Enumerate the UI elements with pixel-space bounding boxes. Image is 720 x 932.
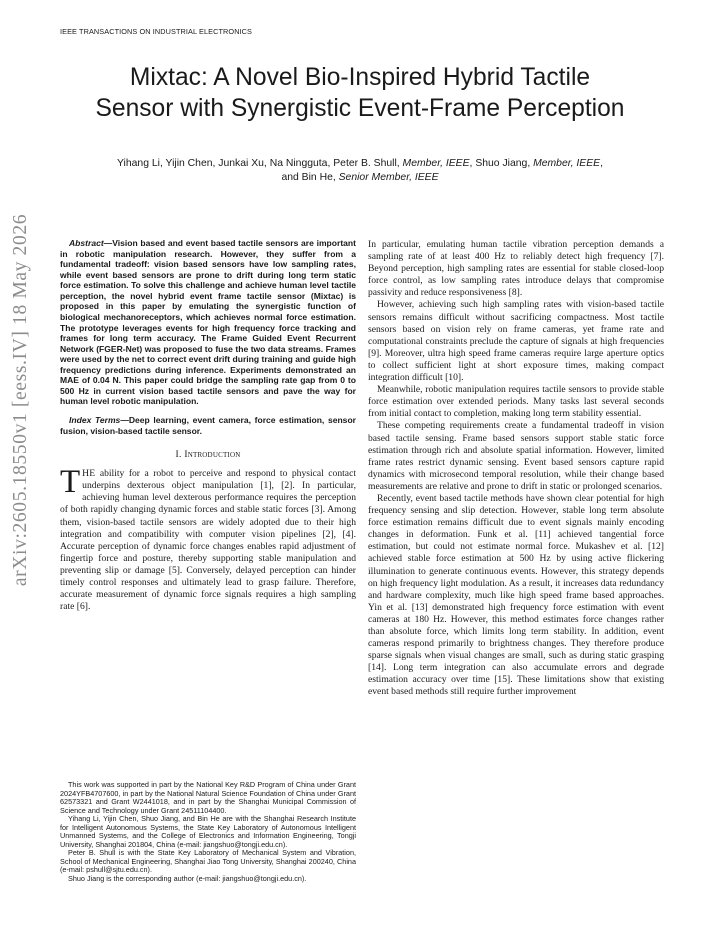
footnotes (60, 781, 356, 884)
drop-cap: T (60, 464, 81, 501)
section-title: Introduction (184, 450, 241, 461)
running-header: IEEE TRANSACTIONS ON INDUSTRIAL ELECTRONICS (60, 27, 253, 36)
author-line-2 (60, 171, 660, 185)
author-list (60, 157, 660, 184)
intro-paragraph-5: Recently, event based tactile methods have shown clear potential for high frequency sensing and slip detection. However, stable long term absolute force estimation remains difficult due to event signals mainly encoding changes in deformation. Funk et al. [11] achieved tangential force estimation, but could not estimate normal force. Mukashev et al. [12] achieved stable force estimation at 500 Hz by using active flickering illumination to generate continuous events. However, this strategy depends on high frequency light modulation. As a result, it increases data redundancy and hardware complexity, much like high speed frame based approaches. Yin et al. [13] demonstrated high frequency force estimation with event cameras at 180 Hz. However, this method estimates force changes rather than absolute force, which limits long term stability. In addition, event cameras respond primarily to brightness changes. They therefore produce sparse signals when visual changes are small, such as during static grasping [14]. Long term integration can also accumulate errors and degrade estimation accuracy over time [15]. These limitations show that existing event based methods still require further improvement (368, 492, 664, 698)
member-title-3: Senior Member, IEEE (338, 171, 439, 183)
author-line-1 (60, 157, 660, 171)
footnote-affiliation-1: Yihang Li, Yijin Chen, Shuo Jiang, and Bin He are with the Shanghai Research Institute for Intelligent Autonomous Systems, the State Key Laboratory of Autonomous Intelligent Unmanned Systems, and the College of Electronics and Information Engineering, Tongji University, Shanghai 201804, China (e-mail: jiangshuo@tongji.edu.cn). (60, 814, 356, 849)
member-title-2: Member, IEEE (533, 158, 601, 169)
author-names-1: Yihang Li, Yijin Chen, Junkai Xu, Na Ningguta, Peter B. Shull, (117, 158, 403, 169)
paper-title (40, 62, 680, 124)
author-names-3: and Bin He, (281, 171, 339, 183)
intro-paragraph-3: Meanwhile, robotic manipulation requires tactile sensors to provide stable force estimation over extended periods. Many tasks last several seconds from initial contact to completion, making long term stability essential. (368, 384, 664, 420)
section-heading-introduction (60, 450, 356, 461)
intro-paragraph-2: However, achieving such high sampling rates with vision-based tactile sensors remains difficult without sacrificing compactness. Most tactile sensors based on vision rely on frame cameras, yet frame rate and computational constraints preclude the capture of signals at high frequencies [9]. Moreover, ultra high speed frame cameras require large aperture optics to collect sufficient light at short exposure times, making compact integration difficult [10]. (368, 299, 664, 384)
arxiv-watermark: arXiv:2605.18550v1 [eess.IV] 18 May 2026 (10, 213, 31, 587)
left-column (60, 238, 356, 613)
author-names-2: , Shuo Jiang, (469, 158, 534, 169)
index-terms (60, 415, 356, 436)
index-terms-label: Index Terms (69, 415, 121, 425)
title-line-2: Sensor with Synergistic Event-Frame Perception (95, 95, 625, 122)
intro-paragraph-1 (60, 464, 356, 613)
abstract-label: Abstract (69, 238, 104, 248)
abstract-text: —Vision based and event based tactile sensors are important in robotic manipulation research. However, they suffer from a fundamental tradeoff: vision based sensors have low sampling rates, while event based sensors are prone to drift during long term static force estimation. To solve this challenge and achieve human level tactile perception, the novel hybrid event frame tactile sensor (Mixtac) is proposed in this paper by emulating the synergistic function of biological mechanoreceptors, which achieves normal force estimation. The prototype leverages events for high frequency force tracking and frames for long term accuracy. The Frame Guided Event Recurrent Network (FGER-Net) was proposed to fuse the two data streams. Frames were used by the net to correct event drift during training and guide high frequency predictions during inference. Experiments demonstrated an MAE of 0.04 N. This paper could bridge the sampling rate gap from 0 to 500 Hz in current vision based tactile sensors and pave the way for human level robotic manipulation. (60, 238, 356, 407)
index-terms-text: —Deep learning, event camera, force estimation, sensor fusion, vision-based tactile sensor. (60, 415, 356, 436)
abstract (60, 238, 356, 407)
author-sep: , (600, 158, 603, 169)
intro-paragraph-1-continued: In particular, emulating human tactile vibration perception demands a sampling rate of at least 400 Hz to reliably detect high frequency [7]. Beyond perception, high sampling rates are essential for stable closed-loop force control, as low sampling rates introduce delays that compromise passivity and reduce responsiveness [8]. (368, 239, 664, 299)
footnote-affiliation-2: Peter B. Shull is with the State Key Laboratory of Mechanical System and Vibration, School of Mechanical Engineering, Shanghai Jiao Tong University, Shanghai 200240, China (e-mail: pshull@sjtu.edu.cn). (60, 848, 356, 875)
right-column (368, 239, 664, 699)
right-column-text (368, 239, 664, 699)
footnote-corresponding: Shuo Jiang is the corresponding author (e-mail: jiangshuo@tongji.edu.cn). (68, 874, 307, 884)
intro-paragraph-4: These competing requirements create a fundamental tradeoff in vision based tactile sensing. Frame based sensors support stable static force estimation through rich and absolute spatial information. However, limited frame rates restrict dynamic sensing. Event based sensors capture rapid dynamics with microsecond temporal resolution, while their change based measurements are relative and prone to drift in static or prolonged scenarios. (368, 420, 664, 492)
intro-paragraph-1-text: ability for a robot to perceive and respond to physical contact underpins dexterous object manipulation [1], [2]. In particular, achieving human level dexterous performance requires the perception of both rapidly changing dynamic forces and stable static forces [3]. Among them, vision-based tactile sensors are widely adopted due to their high integration and compatibility with computer vision pipelines [2], [4]. Accurate perception of dynamic force changes enables rapid adjustment of fingertip force and posture, thereby supporting stable manipulation and preventing slip or damage [5]. Conversely, delayed perception can hinder timely control responses and ultimately lead to grasp failure. Therefore, accurate measurement of dynamic force signals requires a high sampling rate [6]. (60, 468, 356, 613)
section-number: I. (175, 450, 185, 461)
drop-cap-rest: HE (82, 468, 96, 480)
member-title-1: Member, IEEE (402, 158, 470, 169)
title-line-1: Mixtac: A Novel Bio-Inspired Hybrid Tactile (129, 64, 591, 91)
footnote-funding: This work was supported in part by the National Key R&D Program of China under Grant 2024YFB4707600, in part by the National Natural Science Foundation of China under Grant 62573321 and Grant W2441018, and in part by the Shanghai Municipal Commission of Science and Technology under Grant 24511104400. (60, 780, 356, 815)
